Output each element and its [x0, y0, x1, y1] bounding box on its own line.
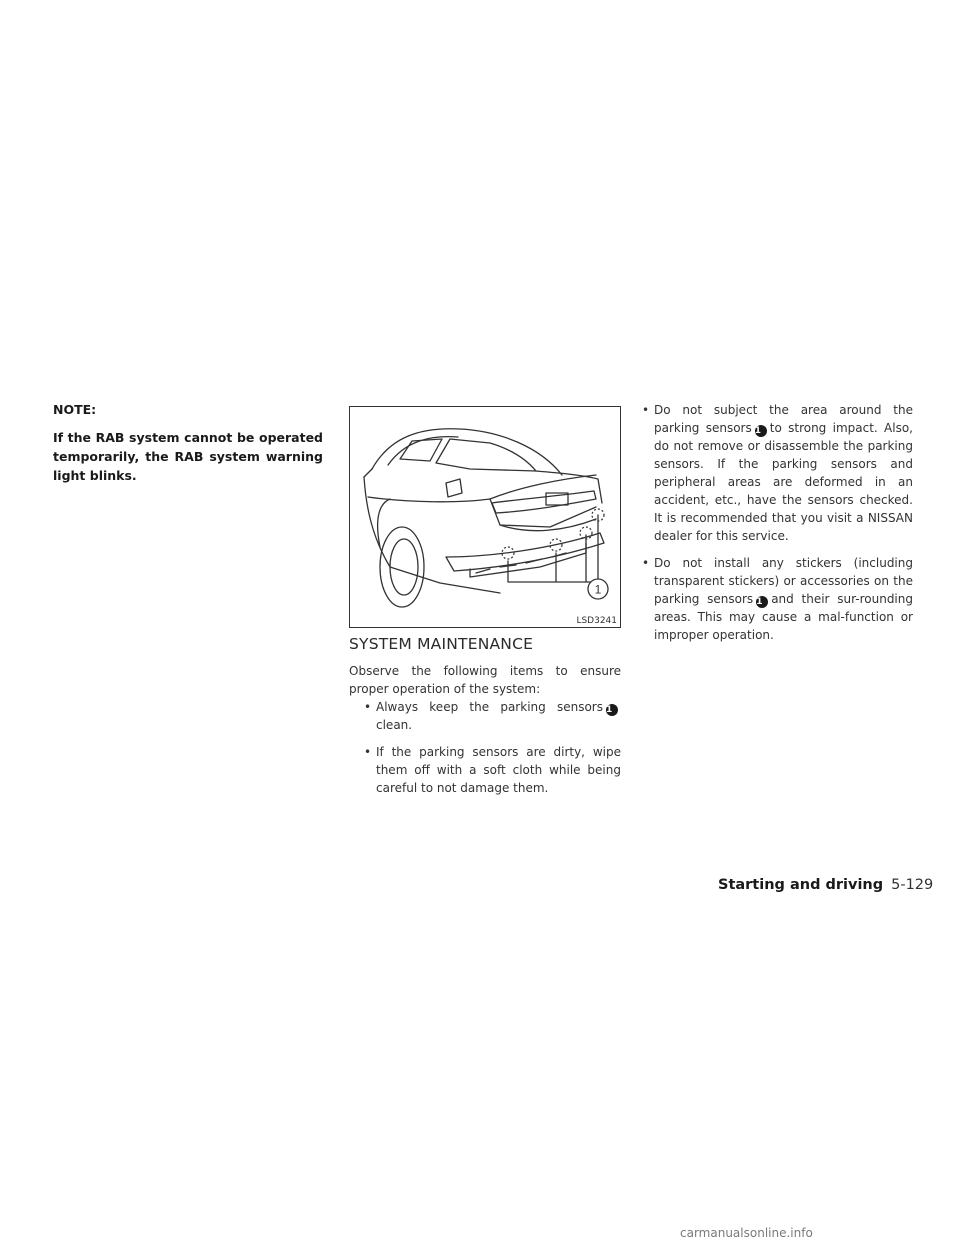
bullet-dot: •	[364, 745, 372, 759]
callout-marker: 1	[756, 596, 768, 608]
figure-code: LSD3241	[576, 616, 617, 626]
list-item: • Always keep the parking sensors 1clean.	[357, 698, 621, 734]
callout-marker: 1	[755, 425, 767, 437]
list-item: • If the parking sensors are dirty, wipe them off with a soft cloth while being careful to not damage them.	[364, 745, 621, 795]
bullet-dot: •	[642, 403, 650, 417]
section-heading: SYSTEM MAINTENANCE	[349, 635, 534, 653]
maintenance-list-right	[635, 401, 913, 653]
list-item: • Do not subject the area around the parking sensors 1 to strong impact. Also, do not remove or disassemble the parking sensors. If the parking sensors and peripheral areas are deformed in an accident, etc., have the sensors checked. It is recommended that you visit a NISSAN dealer for this service.	[642, 403, 913, 543]
list-item: • Do not install any stickers (including transparent stickers) or accessories on the parking sensors 1 and their sur-rounding areas. This may cause a mal-function or improper operation.	[642, 556, 913, 642]
bullet-dot: •	[364, 700, 372, 714]
car-rear-drawing	[350, 407, 621, 628]
footer-section-title: Starting and driving	[718, 877, 884, 893]
page-number: 5-129	[891, 877, 934, 893]
section-intro: Observe the following items to ensure proper operation of the system:	[349, 664, 621, 696]
maintenance-list-left	[357, 698, 621, 806]
watermark[interactable]: carmanualsonline.info	[680, 1226, 813, 1240]
note-title: NOTE:	[53, 402, 97, 417]
page-footer	[718, 877, 933, 893]
bullet-dot: •	[642, 556, 650, 570]
rear-sensor-illustration	[349, 406, 621, 628]
callout-marker: 1	[606, 704, 618, 716]
callout-number: 1	[594, 582, 602, 597]
note-body: If the RAB system cannot be operated temporarily, the RAB system warning light blinks.	[53, 430, 323, 483]
